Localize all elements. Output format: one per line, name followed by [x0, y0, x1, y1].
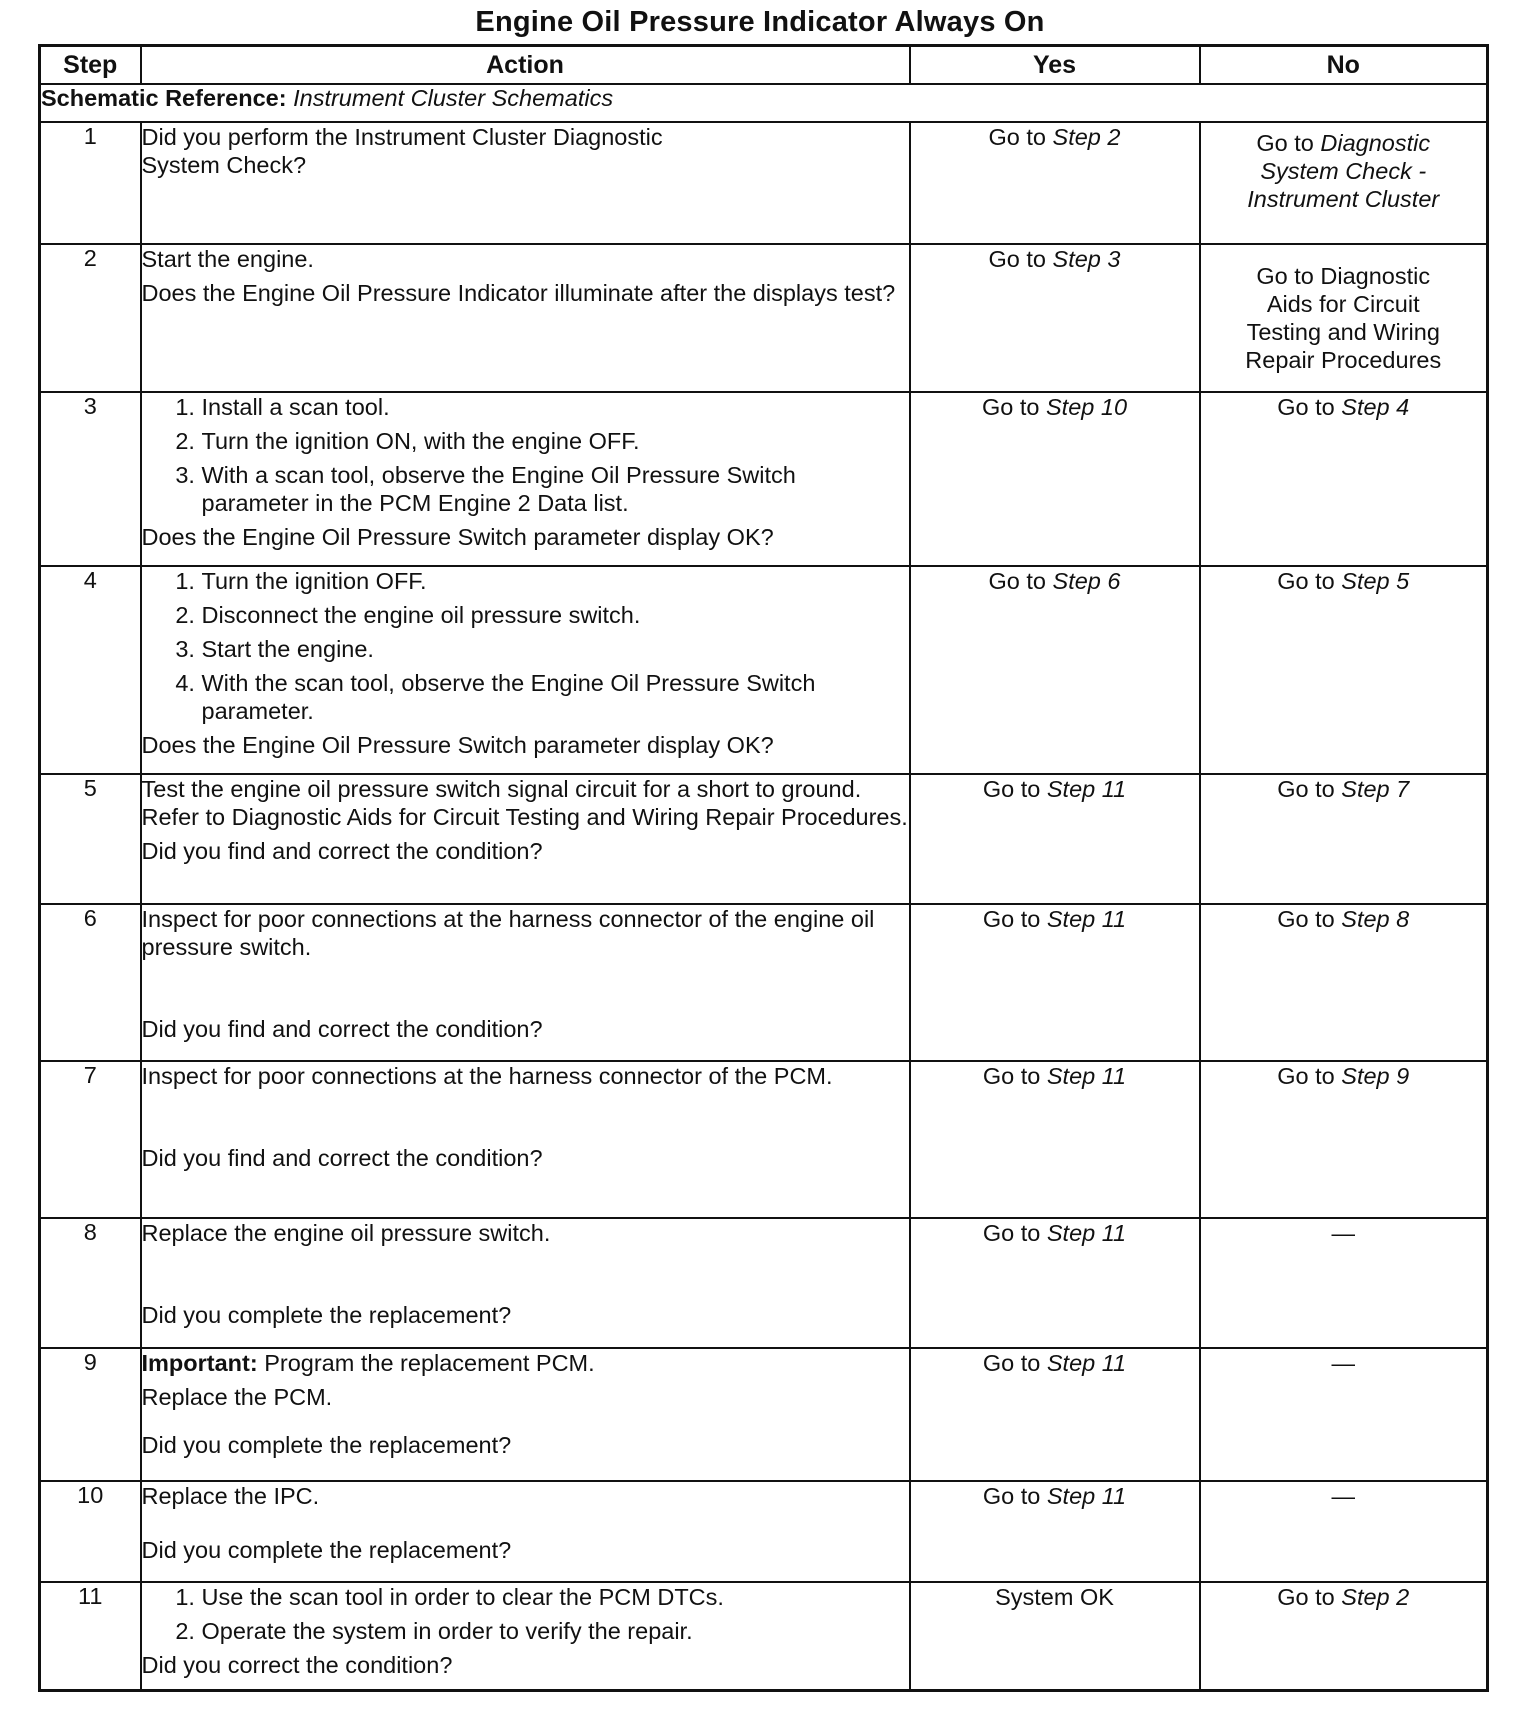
- step-number: 5: [40, 774, 141, 904]
- step-action: [141, 1582, 910, 1690]
- action-question: Did you find and correct the condition?: [141, 1145, 543, 1171]
- table-row: [40, 774, 1488, 904]
- action-question: Did you correct the condition?: [141, 1652, 453, 1678]
- col-header-no: No: [1200, 46, 1488, 85]
- step-yes: [910, 1218, 1200, 1348]
- step-yes: [910, 244, 1200, 392]
- action-list-item: 1. Use the scan tool in order to clear the PCM DTCs.: [202, 1583, 909, 1611]
- step-link[interactable]: Step 11: [1046, 1350, 1127, 1376]
- step-no: [1200, 1061, 1488, 1218]
- goto-prefix: Go to: [982, 1483, 1041, 1509]
- step-yes: [910, 1348, 1200, 1481]
- table-row: [40, 1218, 1488, 1348]
- goto-prefix: Go to: [1277, 776, 1335, 802]
- step-number: 7: [40, 1061, 141, 1218]
- goto-prefix: Go to: [1277, 1584, 1335, 1610]
- goto-prefix: Go to: [988, 568, 1046, 594]
- col-header-action: Action: [141, 46, 910, 85]
- action-text: Test the engine oil pressure switch signal circuit for a short to ground. Refer to Diagnostic Aids for Circuit Testing and Wiring Repair Procedures.: [141, 776, 908, 830]
- step-number: 2: [40, 244, 141, 392]
- step-action: [141, 392, 910, 566]
- step-link[interactable]: Step 11: [1046, 776, 1127, 802]
- step-yes: [910, 392, 1200, 566]
- step-link[interactable]: Step 8: [1341, 906, 1410, 932]
- step-number: 8: [40, 1218, 141, 1348]
- no-dash: —: [1331, 1350, 1355, 1376]
- step-number: 3: [40, 392, 141, 566]
- no-dash: —: [1331, 1483, 1355, 1509]
- step-no: [1200, 122, 1488, 244]
- action-question: Did you find and correct the condition?: [141, 838, 543, 864]
- action-text: System Check?: [141, 152, 307, 178]
- step-number: 6: [40, 904, 141, 1061]
- action-text: Replace the IPC.: [141, 1483, 320, 1509]
- goto-prefix: Go to: [982, 906, 1041, 932]
- action-text: Inspect for poor connections at the harness connector of the PCM.: [141, 1063, 833, 1089]
- action-list-item: 4. With the scan tool, observe the Engine Oil Pressure Switch parameter.: [202, 669, 909, 725]
- step-yes: [910, 774, 1200, 904]
- action-question: Does the Engine Oil Pressure Switch parameter display OK?: [141, 732, 774, 758]
- table-row: [40, 244, 1488, 392]
- action-list-item: 2. Disconnect the engine oil pressure switch.: [202, 601, 909, 629]
- goto-prefix: Go to: [982, 1220, 1041, 1246]
- schematic-reference-label: Schematic Reference:: [41, 85, 287, 111]
- step-yes: [910, 1061, 1200, 1218]
- step-no: [1200, 1582, 1488, 1690]
- action-list-item: 3. Start the engine.: [202, 635, 909, 663]
- goto-prefix: Go to: [982, 1063, 1041, 1089]
- step-action: [141, 904, 910, 1061]
- step-no: [1200, 1481, 1488, 1582]
- step-number: 11: [40, 1582, 141, 1690]
- step-action: [141, 244, 910, 392]
- table-row: [40, 566, 1488, 774]
- schematic-reference-row: [40, 84, 1488, 122]
- goto-prefix: Go to: [1256, 130, 1314, 156]
- goto-prefix: Go to: [1277, 906, 1335, 932]
- action-text: Replace the engine oil pressure switch.: [141, 1220, 551, 1246]
- step-action: [141, 1218, 910, 1348]
- table-row: [40, 1582, 1488, 1690]
- action-text: Start the engine.: [141, 246, 314, 272]
- step-action: [141, 774, 910, 904]
- col-header-yes: Yes: [910, 46, 1200, 85]
- action-question: Does the Engine Oil Pressure Indicator illuminate after the displays test?: [141, 280, 896, 306]
- step-no: [1200, 774, 1488, 904]
- no-text: Repair Procedures: [1245, 347, 1442, 373]
- goto-prefix: Go to: [988, 246, 1046, 272]
- step-no: [1200, 904, 1488, 1061]
- diagnostic-link[interactable]: System Check -: [1260, 158, 1427, 184]
- important-note: [142, 1349, 909, 1377]
- action-text: Inspect for poor connections at the harness connector of the engine oil pressure switch.: [141, 906, 875, 960]
- step-link[interactable]: Step 10: [1046, 394, 1128, 420]
- important-text: Program the replacement PCM.: [264, 1350, 595, 1376]
- action-question: Did you complete the replacement?: [141, 1432, 512, 1458]
- diagnostic-link[interactable]: Diagnostic: [1320, 130, 1431, 156]
- step-number: 4: [40, 566, 141, 774]
- goto-prefix: Go to: [982, 776, 1041, 802]
- action-question: Did you find and correct the condition?: [141, 1016, 543, 1042]
- table-row: [40, 1348, 1488, 1481]
- step-number: 10: [40, 1481, 141, 1582]
- action-question: Did you complete the replacement?: [141, 1537, 512, 1563]
- step-link[interactable]: Step 9: [1341, 1063, 1410, 1089]
- goto-prefix: Go to: [981, 394, 1040, 420]
- step-link[interactable]: Step 11: [1046, 1063, 1127, 1089]
- col-header-step: Step: [40, 46, 141, 85]
- step-link[interactable]: Step 2: [1341, 1584, 1410, 1610]
- table-row: [40, 904, 1488, 1061]
- no-text: Aids for Circuit: [1266, 291, 1420, 317]
- no-text: Go to Diagnostic: [1256, 263, 1431, 289]
- procedure-table: [38, 44, 1489, 1692]
- step-number: 1: [40, 122, 141, 244]
- action-list-item: 2. Turn the ignition ON, with the engine OFF.: [202, 427, 909, 455]
- goto-prefix: Go to: [1277, 394, 1335, 420]
- header-row: [40, 46, 1488, 85]
- table-row: [40, 122, 1488, 244]
- step-yes: [910, 904, 1200, 1061]
- step-yes: [910, 1481, 1200, 1582]
- step-link[interactable]: Step 2: [1052, 124, 1121, 150]
- diagnostic-link[interactable]: Instrument Cluster: [1247, 186, 1440, 212]
- step-no: [1200, 566, 1488, 774]
- step-link[interactable]: Step 5: [1341, 568, 1410, 594]
- step-no: [1200, 1348, 1488, 1481]
- step-action: [141, 122, 910, 244]
- step-number: 9: [40, 1348, 141, 1481]
- action-question: Did you complete the replacement?: [141, 1302, 512, 1328]
- step-no: [1200, 392, 1488, 566]
- action-list-item: 3. With a scan tool, observe the Engine Oil Pressure Switch parameter in the PCM Engine 2 Data list.: [202, 461, 909, 517]
- step-link[interactable]: Step 11: [1046, 1220, 1127, 1246]
- step-yes: [910, 566, 1200, 774]
- step-link[interactable]: Step 4: [1341, 394, 1410, 420]
- action-text: Replace the PCM.: [141, 1384, 333, 1410]
- table-row: [40, 1061, 1488, 1218]
- step-action: [141, 1061, 910, 1218]
- step-link[interactable]: Step 7: [1341, 776, 1410, 802]
- goto-prefix: Go to: [1277, 1063, 1335, 1089]
- goto-prefix: Go to: [1277, 568, 1335, 594]
- table-row: [40, 1481, 1488, 1582]
- action-question: Does the Engine Oil Pressure Switch parameter display OK?: [141, 524, 774, 550]
- step-action: [141, 1481, 910, 1582]
- important-label: Important:: [141, 1350, 258, 1376]
- schematic-reference: [40, 84, 1488, 122]
- action-list-item: 1. Install a scan tool.: [202, 393, 909, 421]
- action-list-item: 1. Turn the ignition OFF.: [202, 567, 909, 595]
- system-ok-text: System OK: [995, 1584, 1114, 1610]
- step-link[interactable]: Step 11: [1046, 1483, 1127, 1509]
- step-link[interactable]: Step 3: [1052, 246, 1121, 272]
- step-yes: [910, 1582, 1200, 1690]
- table-row: [40, 392, 1488, 566]
- step-link[interactable]: Step 6: [1052, 568, 1121, 594]
- action-text: Did you perform the Instrument Cluster Diagnostic: [141, 124, 663, 150]
- step-no: [1200, 1218, 1488, 1348]
- action-list-item: 2. Operate the system in order to verify the repair.: [202, 1617, 909, 1645]
- step-link[interactable]: Step 11: [1046, 906, 1127, 932]
- goto-prefix: Go to: [988, 124, 1046, 150]
- no-text: Testing and Wiring: [1246, 319, 1440, 345]
- step-action: [141, 1348, 910, 1481]
- page-title: Engine Oil Pressure Indicator Always On: [475, 6, 1045, 38]
- no-dash: —: [1331, 1220, 1355, 1246]
- step-no: [1200, 244, 1488, 392]
- goto-prefix: Go to: [982, 1350, 1041, 1376]
- step-yes: [910, 122, 1200, 244]
- schematic-reference-value: Instrument Cluster Schematics: [293, 85, 614, 111]
- step-action: [141, 566, 910, 774]
